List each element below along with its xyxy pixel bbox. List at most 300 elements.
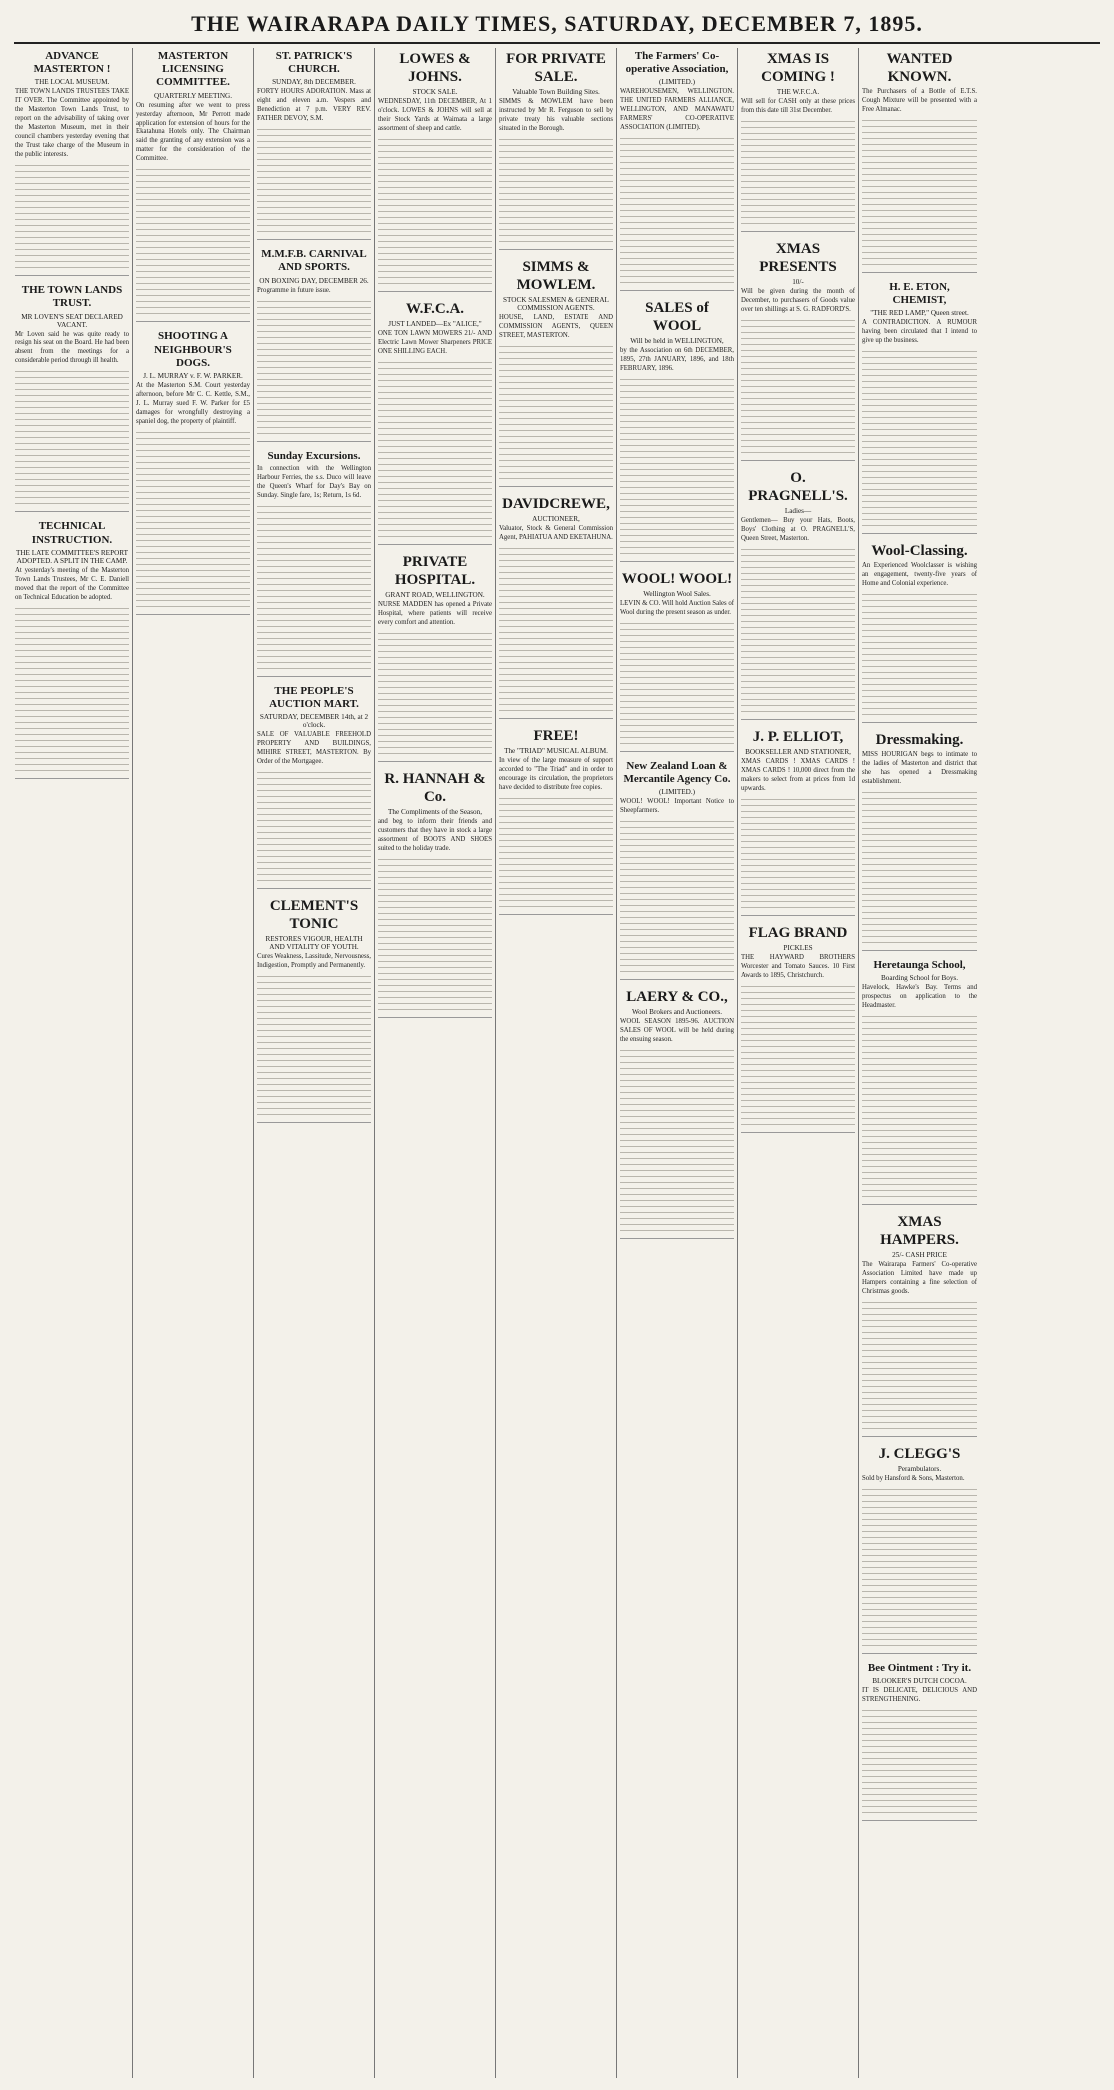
- text-line: [136, 202, 250, 206]
- text-line: [862, 1061, 977, 1065]
- text-line: [499, 629, 613, 633]
- text-line: [862, 1329, 977, 1333]
- text-line: [741, 1115, 855, 1119]
- text-line: [136, 250, 250, 254]
- text-line: [257, 346, 371, 350]
- article-body: ONE TON LAWN MOWERS 21/- AND Electric Lawn Mower Sharpeners PRICE ONE SHILLING EACH.: [378, 329, 492, 355]
- text-line: [862, 1311, 977, 1315]
- text-line: [741, 220, 855, 224]
- text-line: [499, 226, 613, 230]
- article-headline: J. CLEGG'S: [878, 1445, 961, 1462]
- text-line: [499, 142, 613, 146]
- text-line: [620, 195, 734, 199]
- text-line: [15, 611, 129, 615]
- text-line: [136, 459, 250, 463]
- text-line: [378, 455, 492, 459]
- text-line: [741, 136, 855, 140]
- text-line: [862, 159, 977, 163]
- text-line: [620, 508, 734, 512]
- text-line: [15, 458, 129, 462]
- text-line: [378, 178, 492, 182]
- text-line: [620, 1215, 734, 1219]
- text-line: [15, 623, 129, 627]
- text-line: [741, 606, 855, 610]
- text-line: [378, 910, 492, 914]
- text-line: [862, 1115, 977, 1119]
- text-line: [15, 713, 129, 717]
- text-line: [741, 808, 855, 812]
- text-line: [378, 479, 492, 483]
- text-line: [499, 831, 613, 835]
- text-line: [741, 696, 855, 700]
- text-line: [257, 865, 371, 869]
- text-line: [257, 1063, 371, 1067]
- text-line: [499, 557, 613, 561]
- text-line: [620, 213, 734, 217]
- text-line: [499, 154, 613, 158]
- text-line: [257, 599, 371, 603]
- text-line: [257, 515, 371, 519]
- text-line: [15, 500, 129, 504]
- text-line: [15, 422, 129, 426]
- text-line: [378, 892, 492, 896]
- text-line: [499, 451, 613, 455]
- text-line: [862, 837, 977, 841]
- text-line: [862, 861, 977, 865]
- text-line: [862, 1636, 977, 1640]
- column-1: [12, 48, 133, 2078]
- text-line: [741, 383, 855, 387]
- text-line: [136, 429, 250, 433]
- text-line: [136, 495, 250, 499]
- text-line: [862, 366, 977, 370]
- text-line: [378, 744, 492, 748]
- text-line: [741, 154, 855, 158]
- article-body: Valuator, Stock & General Commission Agent, PAHIATUA AND EKETAHUNA.: [499, 524, 613, 541]
- text-line: [741, 413, 855, 417]
- text-line: [499, 367, 613, 371]
- article: [499, 50, 613, 250]
- article-subhead: PICKLES: [783, 943, 813, 952]
- text-line: [499, 707, 613, 711]
- article-headline: LAERY & CO.,: [626, 989, 728, 1006]
- text-line: [620, 1161, 734, 1165]
- text-line: [499, 160, 613, 164]
- text-line: [15, 398, 129, 402]
- text-line: [741, 1037, 855, 1041]
- text-line: [620, 225, 734, 229]
- text-line: [862, 1383, 977, 1387]
- text-line: [620, 424, 734, 428]
- text-line: [257, 1021, 371, 1025]
- article: [499, 727, 613, 915]
- article: [862, 50, 977, 273]
- article-subhead: ON BOXING DAY, DECEMBER 26.: [259, 276, 369, 285]
- text-line: [620, 848, 734, 852]
- article: [257, 50, 371, 240]
- text-line: [862, 1395, 977, 1399]
- text-line: [15, 252, 129, 256]
- text-line: [257, 781, 371, 785]
- text-line: [257, 563, 371, 567]
- text-line: [741, 178, 855, 182]
- text-line: [15, 168, 129, 172]
- text-line: [862, 177, 977, 181]
- text-line: [378, 407, 492, 411]
- text-line: [499, 214, 613, 218]
- text-line: [15, 392, 129, 396]
- text-line: [257, 322, 371, 326]
- article-headline: SHOOTING A NEIGHBOUR'S DOGS.: [154, 330, 232, 369]
- article-headline: PRIVATE HOSPITAL.: [394, 553, 476, 588]
- text-line: [741, 214, 855, 218]
- text-line: [257, 352, 371, 356]
- article-subhead: Ladies—: [784, 506, 812, 515]
- text-line: [862, 1419, 977, 1423]
- text-line: [257, 629, 371, 633]
- text-line: [620, 1119, 734, 1123]
- text-line: [862, 165, 977, 169]
- text-line: [136, 561, 250, 565]
- text-line: [136, 501, 250, 505]
- text-line: [620, 1077, 734, 1081]
- text-line: [257, 533, 371, 537]
- text-line: [620, 249, 734, 253]
- article-subhead: Perambulators.: [897, 1464, 942, 1473]
- text-line: [741, 856, 855, 860]
- article-subhead: "THE RED LAMP," Queen street.: [870, 309, 969, 318]
- text-line: [136, 190, 250, 194]
- article-headline: Wool-Classing.: [871, 543, 968, 560]
- text-line: [257, 593, 371, 597]
- text-line: [741, 642, 855, 646]
- text-line: [620, 1209, 734, 1213]
- article-body: In connection with the Wellington Harbour Ferries, the s.s. Duco will leave the Queen's Wharf for Day's Bay on Sunday. Single fare, 1s; Return, 1s 6d.: [257, 464, 371, 499]
- text-line: [741, 1001, 855, 1005]
- article-body: THE HAYWARD BROTHERS Worcester and Tomato Sauces. 10 First Awards to 1895, Christchurch.: [741, 953, 855, 979]
- text-line: [15, 374, 129, 378]
- text-line: [257, 539, 371, 543]
- text-line: [620, 1053, 734, 1057]
- text-line: [862, 486, 977, 490]
- text-line: [741, 371, 855, 375]
- article-headline: ADVANCE MASTERTON !: [33, 50, 111, 76]
- text-line: [862, 255, 977, 259]
- text-line: [378, 732, 492, 736]
- article-body: LEVIN & CO. Will hold Auction Sales of Wool during the present season as under.: [620, 600, 735, 617]
- text-line: [15, 707, 129, 711]
- text-line: [257, 298, 371, 302]
- text-line: [862, 414, 977, 418]
- text-line: [862, 1600, 977, 1604]
- text-line: [741, 1109, 855, 1113]
- text-line: [862, 1157, 977, 1161]
- article: [862, 731, 977, 951]
- text-line: [378, 684, 492, 688]
- text-line: [499, 575, 613, 579]
- article-headline: The Farmers' Co-operative Association,: [625, 50, 729, 76]
- text-line: [862, 903, 977, 907]
- article-subhead: (LIMITED.): [658, 78, 696, 87]
- text-line: [499, 599, 613, 603]
- text-line: [378, 485, 492, 489]
- text-line: [378, 862, 492, 866]
- text-line: [741, 648, 855, 652]
- text-line: [378, 868, 492, 872]
- text-line: [862, 1767, 977, 1771]
- text-line: [257, 376, 371, 380]
- text-line: [136, 280, 250, 284]
- text-line: [862, 213, 977, 217]
- text-line: [378, 166, 492, 170]
- text-line: [378, 976, 492, 980]
- text-line: [620, 1059, 734, 1063]
- text-line: [499, 397, 613, 401]
- text-line: [741, 1007, 855, 1011]
- text-line: [862, 1570, 977, 1574]
- text-line: [378, 274, 492, 278]
- text-line: [15, 635, 129, 639]
- text-line: [862, 183, 977, 187]
- text-line: [378, 419, 492, 423]
- text-line: [499, 409, 613, 413]
- text-line: [499, 659, 613, 663]
- text-line: [257, 997, 371, 1001]
- text-line: [862, 1534, 977, 1538]
- text-line: [257, 328, 371, 332]
- text-line: [862, 1791, 977, 1795]
- text-line: [257, 204, 371, 208]
- text-line: [620, 219, 734, 223]
- text-line: [620, 860, 734, 864]
- text-line: [741, 1019, 855, 1023]
- text-line: [862, 1085, 977, 1089]
- text-line: [862, 1606, 977, 1610]
- text-line: [136, 238, 250, 242]
- article: [499, 258, 613, 487]
- text-line: [862, 1492, 977, 1496]
- text-line: [620, 830, 734, 834]
- text-line: [257, 829, 371, 833]
- text-line: [741, 826, 855, 830]
- text-line: [620, 842, 734, 846]
- text-line: [499, 373, 613, 377]
- article-body: and beg to inform their friends and customers that they have in stock a large assortment of BOOTS AND SHOES suited to the holiday trade.: [378, 817, 492, 852]
- text-line: [862, 1389, 977, 1393]
- text-line: [499, 136, 613, 140]
- article-headline: SALES of WOOL: [645, 300, 709, 335]
- text-line: [257, 1075, 371, 1079]
- text-line: [378, 702, 492, 706]
- text-line: [620, 872, 734, 876]
- text-line: [741, 588, 855, 592]
- text-line: [741, 317, 855, 321]
- text-line: [620, 484, 734, 488]
- text-line: [499, 166, 613, 170]
- text-line: [862, 426, 977, 430]
- text-line: [620, 436, 734, 440]
- text-line: [620, 261, 734, 265]
- article-headline: M.M.F.B. CARNIVAL AND SPORTS.: [261, 248, 367, 274]
- text-line: [136, 310, 250, 314]
- text-line: [499, 238, 613, 242]
- text-line: [136, 441, 250, 445]
- text-line: [862, 807, 977, 811]
- text-line: [862, 603, 977, 607]
- text-line: [378, 958, 492, 962]
- text-line: [378, 268, 492, 272]
- text-line: [620, 818, 734, 822]
- text-line: [378, 940, 492, 944]
- text-line: [378, 648, 492, 652]
- text-line: [257, 973, 371, 977]
- text-line: [378, 660, 492, 664]
- text-line: [741, 702, 855, 706]
- text-line: [499, 855, 613, 859]
- text-line: [741, 832, 855, 836]
- text-line: [378, 238, 492, 242]
- text-line: [499, 671, 613, 675]
- article-subhead: Wool Brokers and Auctioneers.: [631, 1008, 723, 1017]
- text-line: [862, 1425, 977, 1429]
- text-line: [862, 384, 977, 388]
- text-line: [620, 896, 734, 900]
- text-line: [15, 482, 129, 486]
- text-line: [15, 386, 129, 390]
- text-line: [741, 160, 855, 164]
- text-line: [741, 636, 855, 640]
- text-line: [378, 365, 492, 369]
- text-line: [862, 1797, 977, 1801]
- text-line: [257, 1027, 371, 1031]
- text-line: [862, 1749, 977, 1753]
- text-line: [620, 938, 734, 942]
- text-line: [257, 394, 371, 398]
- text-line: [378, 1000, 492, 1004]
- article-body: HOUSE, LAND, ESTATE AND COMMISSION AGENTS, QUEEN STREET, MASTERTON.: [499, 313, 613, 339]
- text-line: [862, 885, 977, 889]
- text-line: [257, 611, 371, 615]
- text-line: [257, 979, 371, 983]
- text-line: [378, 934, 492, 938]
- text-line: [378, 413, 492, 417]
- text-line: [257, 551, 371, 555]
- text-line: [620, 189, 734, 193]
- text-line: [862, 1151, 977, 1155]
- text-line: [136, 543, 250, 547]
- text-line: [862, 348, 977, 352]
- text-line: [15, 410, 129, 414]
- text-line: [15, 476, 129, 480]
- text-line: [862, 1612, 977, 1616]
- text-line: [257, 370, 371, 374]
- text-line: [862, 1755, 977, 1759]
- text-line: [499, 343, 613, 347]
- article-body: Gentlemen— Buy your Hats, Boots, Boys' Clothing at O. PRAGNELL'S, Queen Street, Masterton.: [741, 516, 855, 542]
- article-headline: CLEMENT'S TONIC: [269, 897, 359, 932]
- text-line: [15, 368, 129, 372]
- text-line: [257, 1099, 371, 1103]
- masthead: [14, 6, 1100, 44]
- text-line: [741, 1097, 855, 1101]
- text-line: [862, 1624, 977, 1628]
- text-line: [499, 683, 613, 687]
- text-line: [378, 196, 492, 200]
- text-line: [499, 849, 613, 853]
- text-line: [741, 576, 855, 580]
- text-line: [15, 743, 129, 747]
- text-line: [499, 695, 613, 699]
- text-line: [15, 470, 129, 474]
- text-line: [136, 471, 250, 475]
- text-line: [741, 594, 855, 598]
- text-line: [499, 232, 613, 236]
- text-line: [15, 264, 129, 268]
- text-line: [741, 1103, 855, 1107]
- text-line: [620, 944, 734, 948]
- text-line: [620, 926, 734, 930]
- text-line: [378, 856, 492, 860]
- text-line: [862, 1121, 977, 1125]
- text-line: [15, 464, 129, 468]
- text-line: [862, 249, 977, 253]
- article: [862, 542, 977, 723]
- text-line: [257, 1045, 371, 1049]
- text-line: [620, 406, 734, 410]
- text-line: [257, 871, 371, 875]
- text-line: [257, 216, 371, 220]
- column-2: [133, 48, 254, 2078]
- text-line: [741, 612, 855, 616]
- text-line: [378, 437, 492, 441]
- text-line: [620, 177, 734, 181]
- text-line: [15, 434, 129, 438]
- article: [378, 553, 492, 762]
- text-line: [136, 555, 250, 559]
- text-line: [15, 749, 129, 753]
- text-line: [257, 198, 371, 202]
- article-subhead: The Compliments of the Season,: [387, 807, 483, 816]
- text-line: [862, 396, 977, 400]
- text-line: [499, 196, 613, 200]
- text-line: [499, 184, 613, 188]
- article: [136, 50, 250, 322]
- text-line: [620, 1149, 734, 1153]
- text-line: [862, 390, 977, 394]
- article-headline: Sunday Excursions.: [267, 449, 361, 462]
- text-line: [620, 1179, 734, 1183]
- text-line: [378, 148, 492, 152]
- text-line: [620, 1191, 734, 1195]
- text-line: [620, 279, 734, 283]
- text-line: [620, 135, 734, 139]
- text-line: [378, 874, 492, 878]
- text-line: [862, 207, 977, 211]
- text-line: [136, 292, 250, 296]
- text-line: [741, 341, 855, 345]
- article-subhead: THE LATE COMMITTEE'S REPORT ADOPTED. A SPLIT IN THE CAMP.: [15, 548, 129, 565]
- text-line: [741, 874, 855, 878]
- text-line: [741, 196, 855, 200]
- text-line: [620, 514, 734, 518]
- text-line: [257, 787, 371, 791]
- text-line: [862, 1067, 977, 1071]
- text-line: [257, 186, 371, 190]
- text-line: [620, 273, 734, 277]
- article: [499, 495, 613, 719]
- text-line: [136, 214, 250, 218]
- text-line: [862, 1630, 977, 1634]
